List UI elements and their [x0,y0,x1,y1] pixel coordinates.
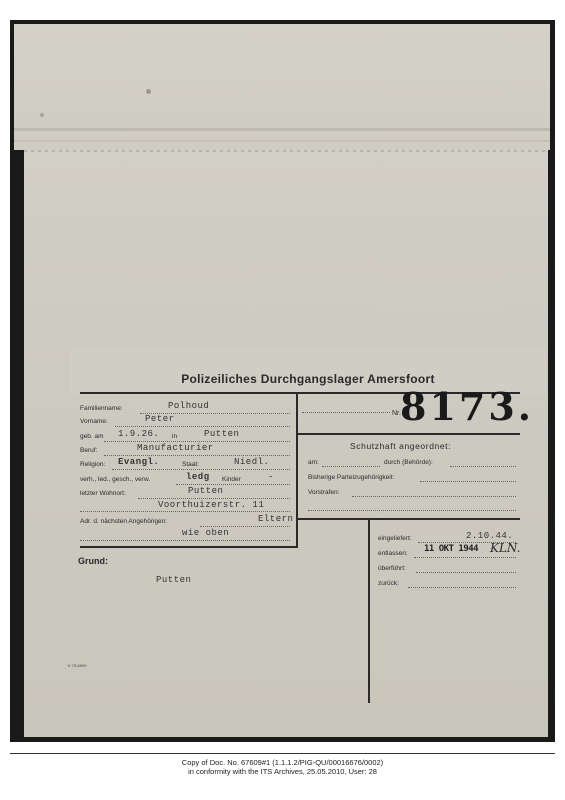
verh-value: ledg [186,472,210,482]
paper-spot [40,113,44,117]
vorname-value: Peter [145,414,175,424]
field-line [104,455,290,456]
eingeliefert-label: eingeliefert: [378,535,412,542]
beruf-value: Manufacturier [137,443,214,453]
strasse-value: Voorthuizerstr. 11 [158,500,265,510]
geb-in-value: Putten [204,429,240,439]
right-lower-left-border [368,519,370,703]
field-line [420,481,516,482]
zurueck-label: zurück: [378,580,399,587]
number-dotted-line [302,412,390,413]
staat-label: Staat: [182,461,199,468]
staat-value: Niedl. [234,457,270,467]
right-lower-rule [298,518,520,520]
schutzhaft-heading: Schutzhaft angeordnet: [350,441,452,451]
grund-value: Putten [156,575,192,585]
field-line [112,469,290,470]
partei-label: Bisherige Parteizugehörigkeit: [308,474,395,481]
footer-line-1: Copy of Doc. No. 67609#1 (1.1.1.2/PIG-QU/00016676/0002) [181,758,384,767]
angehoerige-label: Adr. d. nächsten Angehörigen: [80,518,168,525]
number-prefix: Nr. [392,410,401,417]
religion-label: Religion: [80,461,106,468]
right-mid-rule [298,433,520,435]
angehoerige-value: Eltern [258,514,294,524]
field-line [104,441,290,442]
entlassen-date-stamp: 11 OKT 1944 [424,544,479,554]
kinder-label: Kinder [222,476,241,483]
index-card [24,152,548,737]
wohnort-value: Putten [188,486,224,496]
footer-line-2: in conformity with the ITS Archives, 25.05.2010, User: 28 [188,767,377,776]
left-box-bottom [80,546,298,548]
am-label: am: [308,459,319,466]
entlassen-label: entlassen: [378,550,408,557]
familienname-value: Polhoud [168,401,210,411]
field-line [416,572,516,573]
geb-am-value: 1.9.26. [118,429,160,439]
field-line [322,466,380,467]
entlassen-handwritten: KLN. [490,541,521,555]
field-line [352,496,516,497]
geb-am-label: geb. am [80,433,104,440]
field-line [138,498,290,499]
upper-sheet-edge [14,128,550,131]
upper-sheet [14,24,550,150]
durch-label: durch (Behörde): [384,459,433,466]
ueberfuehrt-label: überführt: [378,565,406,572]
field-line [176,484,290,485]
angehoerige-address: wie oben [182,528,230,538]
vorstrafen-label: Vorstrafen: [308,489,340,496]
field-line [80,540,290,541]
religion-value: Evangl. [118,457,160,467]
eingeliefert-value: 2.10.44. [466,531,514,541]
upper-sheet-edge-2 [14,140,550,142]
field-line [450,466,516,467]
field-line [308,510,516,511]
field-line [414,557,516,558]
verh-label: verh., led., gesch., verw. [80,476,151,483]
beruf-label: Beruf: [80,447,98,454]
vorname-label: Vorname: [80,418,108,425]
familienname-label: Familienname: [80,405,123,412]
geb-in-label: in [172,433,178,440]
left-box-right-border [296,393,298,548]
wohnort-label: letzter Wohnort: [80,490,126,497]
field-line [408,587,516,588]
field-line [80,511,290,512]
prisoner-number: 8173. [400,384,534,429]
grund-label: Grund: [78,556,108,566]
form-code: K 75-6999 [68,663,87,668]
kinder-value: - [268,472,274,482]
footer-rule [10,753,555,754]
paper-spot [146,89,151,94]
field-line [115,426,290,427]
form-title: Polizeiliches Durchgangslager Amersfoort [181,372,435,386]
field-line [200,526,290,527]
